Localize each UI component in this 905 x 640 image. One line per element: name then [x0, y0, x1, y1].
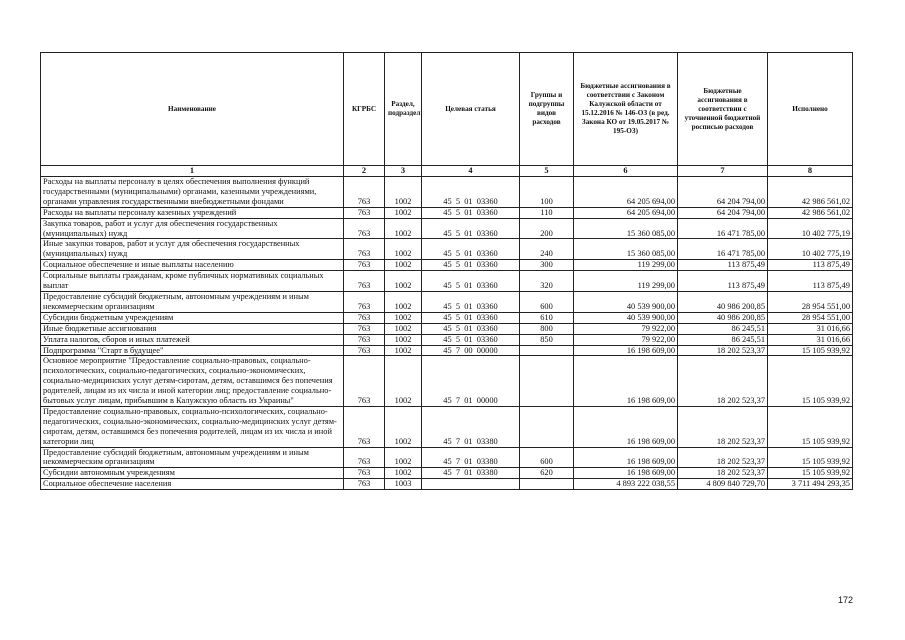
cell-section: 1002	[385, 334, 422, 345]
cell-executed: 15 105 939,92	[768, 447, 853, 468]
cell-roll-allocation: 113 875,49	[678, 271, 768, 292]
cell-executed: 15 105 939,92	[768, 356, 853, 407]
cell-roll-allocation: 16 471 785,00	[678, 218, 768, 239]
cell-name: Подпрограмма "Старт в будущее"	[41, 345, 344, 356]
cell-roll-allocation: 18 202 523,37	[678, 447, 768, 468]
cell-section: 1002	[385, 447, 422, 468]
cell-roll-allocation: 4 809 840 729,70	[678, 479, 768, 490]
cell-executed: 10 402 775,19	[768, 218, 853, 239]
cell-name: Иные закупки товаров, работ и услуг для обеспечения государственных (муниципальных) нужд	[41, 239, 344, 260]
cell-roll-allocation: 18 202 523,37	[678, 356, 768, 407]
cell-executed: 10 402 775,19	[768, 239, 853, 260]
table-body	[41, 166, 853, 490]
header-section: Раздел, подраздел	[385, 53, 422, 166]
cell-expense-group: 200	[520, 218, 574, 239]
column-number: 7	[678, 166, 768, 177]
cell-expense-group: 110	[520, 207, 574, 218]
cell-law-allocation: 15 360 085,00	[574, 218, 678, 239]
cell-law-allocation: 40 539 900,00	[574, 312, 678, 323]
cell-section: 1003	[385, 479, 422, 490]
cell-expense-group: 300	[520, 260, 574, 271]
cell-target-article	[422, 479, 520, 490]
table-row	[41, 323, 853, 334]
table-row	[41, 356, 853, 407]
page-number: 172	[838, 595, 854, 605]
cell-expense-group: 850	[520, 334, 574, 345]
cell-name: Закупка товаров, работ и услуг для обеспечения государственных (муниципальных) нужд	[41, 218, 344, 239]
cell-target-article: 45 7 00 00000	[422, 345, 520, 356]
cell-section: 1002	[385, 406, 422, 447]
budget-table	[40, 52, 853, 490]
header-expense-group: Группы и подгруппы видов расходов	[520, 53, 574, 166]
cell-section: 1002	[385, 260, 422, 271]
cell-kgrbs: 763	[344, 207, 385, 218]
cell-name: Предоставление социально-правовых, социально-психологических, социально-педагогических, социально-экономических, социально-медицинских услуг детям-сиротам, детям, оставшимся без попечения родителей, лицам из их числа и иной категории лиц	[41, 406, 344, 447]
cell-kgrbs: 763	[344, 239, 385, 260]
cell-executed: 15 105 939,92	[768, 468, 853, 479]
cell-name: Социальное обеспечение и иные выплаты населению	[41, 260, 344, 271]
cell-target-article: 45 5 01 03360	[422, 207, 520, 218]
cell-kgrbs: 763	[344, 468, 385, 479]
cell-kgrbs: 763	[344, 356, 385, 407]
column-number-row	[41, 166, 853, 177]
column-number: 2	[344, 166, 385, 177]
table-row	[41, 468, 853, 479]
table-row	[41, 406, 853, 447]
column-number: 1	[41, 166, 344, 177]
cell-expense-group: 600	[520, 447, 574, 468]
cell-kgrbs: 763	[344, 177, 385, 208]
cell-roll-allocation: 86 245,51	[678, 334, 768, 345]
cell-target-article: 45 5 01 03360	[422, 291, 520, 312]
cell-name: Социальные выплаты гражданам, кроме публичных нормативных социальных выплат	[41, 271, 344, 292]
table-row	[41, 312, 853, 323]
header-executed: Исполнено	[768, 53, 853, 166]
cell-name: Предоставление субсидий бюджетным, автономным учреждениям и иным некоммерческим организациям	[41, 447, 344, 468]
table-row	[41, 479, 853, 490]
cell-law-allocation: 119 299,00	[574, 260, 678, 271]
cell-executed: 113 875,49	[768, 260, 853, 271]
cell-kgrbs: 763	[344, 323, 385, 334]
cell-section: 1002	[385, 177, 422, 208]
column-number: 8	[768, 166, 853, 177]
cell-roll-allocation: 18 202 523,37	[678, 468, 768, 479]
cell-roll-allocation: 40 986 200,85	[678, 291, 768, 312]
table-header	[41, 53, 853, 166]
cell-executed: 31 016,66	[768, 323, 853, 334]
cell-roll-allocation: 64 204 794,00	[678, 207, 768, 218]
cell-executed: 3 711 494 293,35	[768, 479, 853, 490]
cell-name: Иные бюджетные ассигнования	[41, 323, 344, 334]
cell-law-allocation: 16 198 609,00	[574, 468, 678, 479]
cell-law-allocation: 79 922,00	[574, 323, 678, 334]
cell-name: Основное мероприятие "Предоставление социально-правовых, социально-психологических, социально-педагогических, социально-экономических, социально-медицинских услуг детям-сиротам, детям, оставшимся без попечения родителей, лицам из их числа и иной категории лиц; предоставление социально-бытовых услуг лицам, прибывшим в Калужскую область из Украины"	[41, 356, 344, 407]
cell-law-allocation: 119 299,00	[574, 271, 678, 292]
cell-target-article: 45 7 01 03380	[422, 447, 520, 468]
cell-target-article: 45 5 01 03360	[422, 260, 520, 271]
cell-roll-allocation: 113 875,49	[678, 260, 768, 271]
cell-law-allocation: 64 205 694,00	[574, 207, 678, 218]
table-row	[41, 177, 853, 208]
table-row	[41, 345, 853, 356]
header-kgrbs: КГРБС	[344, 53, 385, 166]
cell-kgrbs: 763	[344, 291, 385, 312]
cell-target-article: 45 7 01 03380	[422, 406, 520, 447]
cell-roll-allocation: 64 204 794,00	[678, 177, 768, 208]
table-row	[41, 218, 853, 239]
cell-executed: 15 105 939,92	[768, 406, 853, 447]
cell-section: 1002	[385, 345, 422, 356]
cell-target-article: 45 5 01 03360	[422, 239, 520, 260]
cell-target-article: 45 5 01 03360	[422, 218, 520, 239]
cell-kgrbs: 763	[344, 218, 385, 239]
cell-roll-allocation: 16 471 785,00	[678, 239, 768, 260]
cell-section: 1002	[385, 218, 422, 239]
column-number: 5	[520, 166, 574, 177]
cell-expense-group: 600	[520, 291, 574, 312]
cell-kgrbs: 763	[344, 334, 385, 345]
cell-expense-group: 620	[520, 468, 574, 479]
cell-law-allocation: 15 360 085,00	[574, 239, 678, 260]
cell-section: 1002	[385, 356, 422, 407]
cell-target-article: 45 7 01 03380	[422, 468, 520, 479]
cell-kgrbs: 763	[344, 312, 385, 323]
cell-roll-allocation: 18 202 523,37	[678, 406, 768, 447]
cell-kgrbs: 763	[344, 447, 385, 468]
header-roll-allocations: Бюджетные ассигнования в соответствии с уточненной бюджетной росписью расходов	[678, 53, 768, 166]
cell-target-article: 45 5 01 03360	[422, 323, 520, 334]
cell-name: Предоставление субсидий бюджетным, автономным учреждениям и иным некоммерческим организациям	[41, 291, 344, 312]
cell-target-article: 45 7 01 00000	[422, 356, 520, 407]
cell-expense-group: 320	[520, 271, 574, 292]
cell-target-article: 45 5 01 03360	[422, 271, 520, 292]
cell-law-allocation: 4 893 222 038,55	[574, 479, 678, 490]
cell-expense-group: 610	[520, 312, 574, 323]
table-row	[41, 291, 853, 312]
cell-name: Субсидии бюджетным учреждениям	[41, 312, 344, 323]
cell-kgrbs: 763	[344, 271, 385, 292]
cell-executed: 113 875,49	[768, 271, 853, 292]
cell-section: 1002	[385, 207, 422, 218]
table-row	[41, 447, 853, 468]
cell-expense-group	[520, 406, 574, 447]
cell-expense-group	[520, 345, 574, 356]
cell-name: Расходы на выплаты персоналу казенных учреждений	[41, 207, 344, 218]
cell-law-allocation: 79 922,00	[574, 334, 678, 345]
cell-executed: 28 954 551,00	[768, 291, 853, 312]
column-number: 3	[385, 166, 422, 177]
cell-law-allocation: 16 198 609,00	[574, 345, 678, 356]
cell-section: 1002	[385, 271, 422, 292]
cell-expense-group: 800	[520, 323, 574, 334]
cell-executed: 42 986 561,02	[768, 207, 853, 218]
cell-kgrbs: 763	[344, 479, 385, 490]
cell-section: 1002	[385, 323, 422, 334]
cell-section: 1002	[385, 239, 422, 260]
table-row	[41, 271, 853, 292]
cell-kgrbs: 763	[344, 345, 385, 356]
cell-section: 1002	[385, 468, 422, 479]
cell-expense-group: 100	[520, 177, 574, 208]
column-number: 4	[422, 166, 520, 177]
cell-expense-group	[520, 356, 574, 407]
table-row	[41, 207, 853, 218]
cell-kgrbs: 763	[344, 260, 385, 271]
header-name: Наименование	[41, 53, 344, 166]
cell-executed: 42 986 561,02	[768, 177, 853, 208]
cell-section: 1002	[385, 291, 422, 312]
table-row	[41, 260, 853, 271]
cell-roll-allocation: 86 245,51	[678, 323, 768, 334]
cell-law-allocation: 40 539 900,00	[574, 291, 678, 312]
cell-law-allocation: 16 198 609,00	[574, 447, 678, 468]
header-target-article: Целевая статья	[422, 53, 520, 166]
cell-law-allocation: 64 205 694,00	[574, 177, 678, 208]
cell-name: Расходы на выплаты персоналу в целях обеспечения выполнения функций государственными (муниципальными) органами, казенными учреждениями, органами управления государственными внебюджетными фондами	[41, 177, 344, 208]
cell-executed: 31 016,66	[768, 334, 853, 345]
cell-target-article: 45 5 01 03360	[422, 177, 520, 208]
cell-target-article: 45 5 01 03360	[422, 334, 520, 345]
cell-name: Уплата налогов, сборов и иных платежей	[41, 334, 344, 345]
cell-roll-allocation: 40 986 200,85	[678, 312, 768, 323]
column-number: 6	[574, 166, 678, 177]
cell-target-article: 45 5 01 03360	[422, 312, 520, 323]
table-row	[41, 334, 853, 345]
table-row	[41, 239, 853, 260]
cell-law-allocation: 16 198 609,00	[574, 406, 678, 447]
cell-name: Социальное обеспечение населения	[41, 479, 344, 490]
cell-expense-group	[520, 479, 574, 490]
cell-expense-group: 240	[520, 239, 574, 260]
cell-executed: 28 954 551,00	[768, 312, 853, 323]
header-law-allocations: Бюджетные ассигнования в соответствии с Законом Калужской области от 15.12.2016 № 146-ОЗ (в ред. Закона КО от 19.05.2017 № 195-ОЗ)	[574, 53, 678, 166]
cell-executed: 15 105 939,92	[768, 345, 853, 356]
cell-section: 1002	[385, 312, 422, 323]
cell-roll-allocation: 18 202 523,37	[678, 345, 768, 356]
cell-kgrbs: 763	[344, 406, 385, 447]
cell-name: Субсидии автономным учреждениям	[41, 468, 344, 479]
cell-law-allocation: 16 198 609,00	[574, 356, 678, 407]
